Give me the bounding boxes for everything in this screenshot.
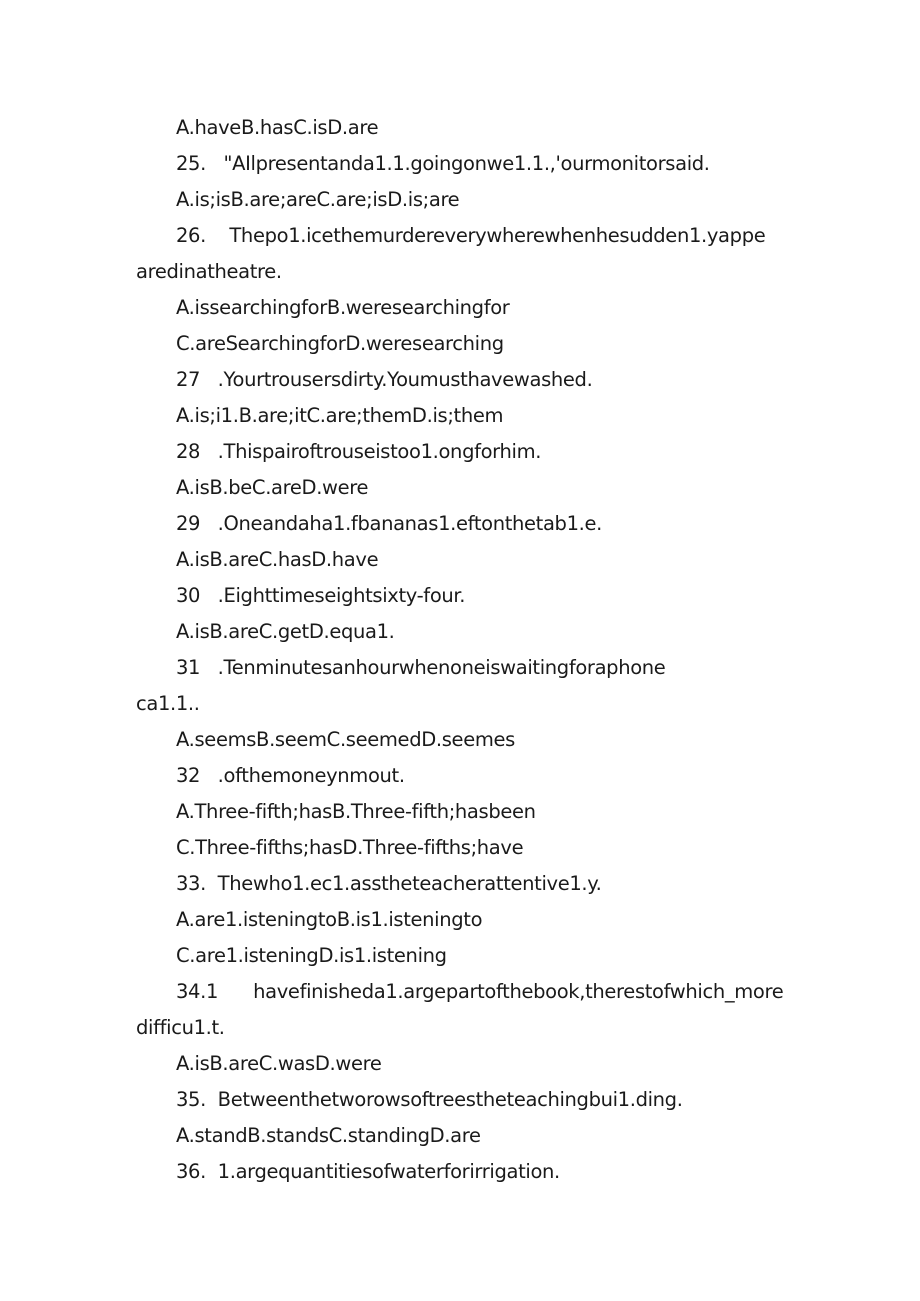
text-line — [136, 1046, 796, 1082]
text-line — [136, 1118, 796, 1154]
number-gap — [200, 656, 218, 679]
number-gap — [200, 584, 218, 607]
number-gap — [218, 980, 253, 1003]
question-number: 32 — [176, 764, 201, 787]
number-gap — [200, 512, 218, 535]
line-text: .Tenminutesanhourwhenoneiswaitingforaphone — [217, 656, 666, 679]
text-line — [136, 470, 796, 506]
question-line — [136, 650, 796, 686]
question-number: 27 — [176, 368, 201, 391]
number-gap — [200, 368, 218, 391]
question-line — [136, 866, 796, 902]
line-text: A.standB.standsC.standingD.are — [176, 1124, 481, 1147]
line-text: C.are1.isteningD.is1.istening — [176, 944, 447, 967]
question-line — [136, 578, 796, 614]
question-line — [136, 1154, 796, 1190]
line-text: .Thispairoftrouseistoo1.ongforhim. — [217, 440, 542, 463]
line-text: A.isB.areC.getD.equa1. — [176, 620, 395, 643]
number-gap — [200, 764, 218, 787]
text-line — [136, 182, 796, 218]
question-line — [136, 362, 796, 398]
line-text: A.haveB.hasC.isD.are — [176, 116, 379, 139]
line-text: C.areSearchingforD.weresearching — [176, 332, 504, 355]
question-line — [136, 974, 796, 1010]
number-gap — [206, 152, 224, 175]
document-body — [136, 110, 796, 1190]
text-line — [136, 902, 796, 938]
question-number: 36. — [176, 1160, 206, 1183]
text-line — [136, 254, 796, 290]
line-text: Thewho1.ec1.asstheteacherattentive1.y. — [217, 872, 602, 895]
question-number: 29 — [176, 512, 201, 535]
line-text: Thepo1.icethemurdereverywherewhenhesudden1.yappe — [229, 224, 766, 247]
question-line — [136, 218, 796, 254]
number-gap — [200, 440, 218, 463]
question-number: 31 — [176, 656, 201, 679]
question-line — [136, 758, 796, 794]
text-line — [136, 794, 796, 830]
question-line — [136, 146, 796, 182]
line-text: A.issearchingforB.weresearchingfor — [176, 296, 510, 319]
question-line — [136, 1082, 796, 1118]
number-gap — [206, 224, 229, 247]
line-text: A.isB.areC.wasD.were — [176, 1052, 382, 1075]
line-text: .Yourtrousersdirty.Youmusthavewashed. — [217, 368, 593, 391]
line-text: A.Three-fifth;hasB.Three-fifth;hasbeen — [176, 800, 536, 823]
text-line — [136, 722, 796, 758]
question-number: 26. — [176, 224, 206, 247]
text-line — [136, 290, 796, 326]
text-line — [136, 938, 796, 974]
line-text: A.is;i1.B.are;itC.are;themD.is;them — [176, 404, 504, 427]
text-line — [136, 614, 796, 650]
number-gap — [206, 1160, 218, 1183]
line-text: A.seemsB.seemC.seemedD.seemes — [176, 728, 515, 751]
question-number: 28 — [176, 440, 201, 463]
line-text: .Oneandaha1.fbananas1.eftonthetab1.e. — [217, 512, 602, 535]
text-line — [136, 398, 796, 434]
question-number: 25. — [176, 152, 206, 175]
line-text: A.is;isB.are;areC.are;isD.is;are — [176, 188, 460, 211]
question-number: 35. — [176, 1088, 206, 1111]
line-text: A.isB.areC.hasD.have — [176, 548, 379, 571]
line-text: .ofthemoneynmout. — [217, 764, 405, 787]
line-text: A.are1.isteningtoB.is1.isteningto — [176, 908, 483, 931]
text-line — [136, 1010, 796, 1046]
question-line — [136, 434, 796, 470]
text-line — [136, 830, 796, 866]
line-text: .Eighttimeseightsixty-four. — [217, 584, 466, 607]
line-text: difficu1.t. — [136, 1016, 225, 1039]
question-number: 30 — [176, 584, 201, 607]
text-line — [136, 110, 796, 146]
text-line — [136, 542, 796, 578]
line-text: aredinatheatre. — [136, 260, 282, 283]
line-text: 1.argequantitiesofwaterforirrigation. — [217, 1160, 560, 1183]
line-text: havefinisheda1.argepartofthebook,therestofwhich_more — [253, 980, 784, 1003]
text-line — [136, 326, 796, 362]
line-text: "AIlpresentanda1.1.goingonwe1.1.,'ourmonitorsaid. — [223, 152, 710, 175]
number-gap — [206, 1088, 218, 1111]
line-text: ca1.1.. — [136, 692, 200, 715]
text-line — [136, 686, 796, 722]
line-text: Betweenthetworowsoftreestheteachingbui1.ding. — [217, 1088, 683, 1111]
question-number: 33. — [176, 872, 206, 895]
line-text: A.isB.beC.areD.were — [176, 476, 369, 499]
question-number: 34.1 — [176, 980, 219, 1003]
question-line — [136, 506, 796, 542]
number-gap — [206, 872, 218, 895]
line-text: C.Three-fifths;hasD.Three-fifths;have — [176, 836, 524, 859]
